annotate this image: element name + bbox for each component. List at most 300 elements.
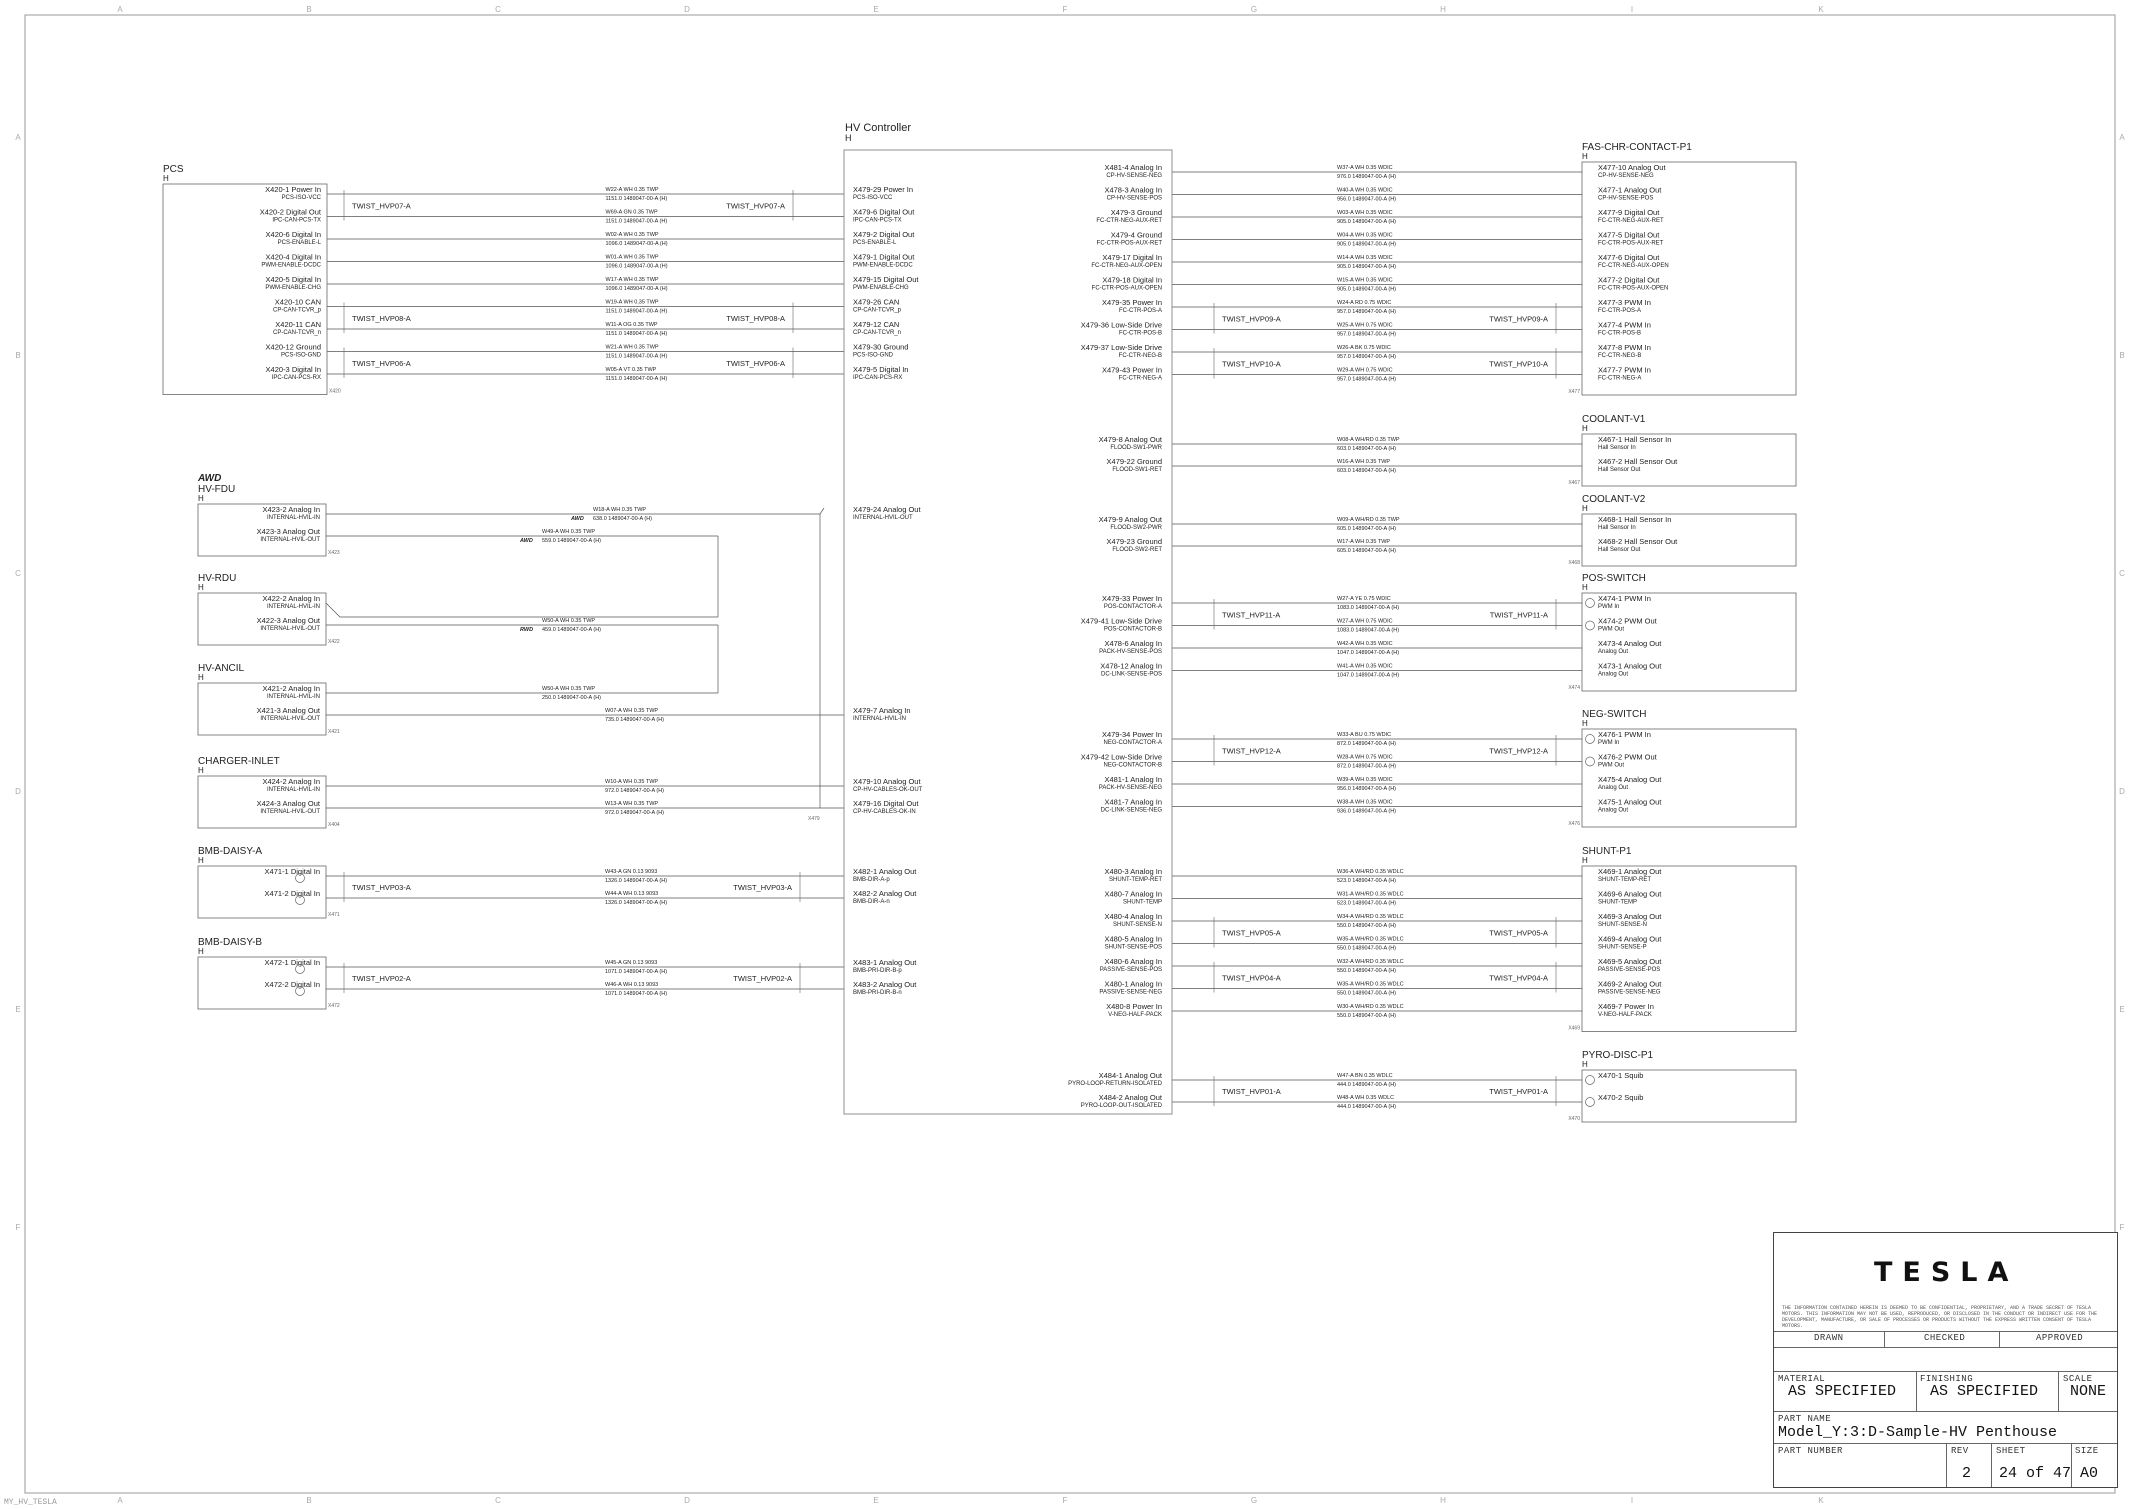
wire-part: 459.0 1489047-00-A (H) bbox=[542, 627, 602, 633]
wire-spec: W39-A WH 0.35 WDIC bbox=[1337, 777, 1393, 783]
twist-pair bbox=[1214, 303, 1556, 334]
signal-label: PWM-ENABLE-CHG bbox=[853, 285, 909, 291]
component-bmba bbox=[198, 846, 340, 918]
wire-label bbox=[1337, 596, 1399, 611]
pin-label: X477-4 PWM In bbox=[1598, 320, 1651, 330]
twist-label: TWIST_HVP09-A bbox=[1489, 314, 1548, 324]
pin-label: X420-6 Digital In bbox=[265, 230, 321, 239]
signal-label: CP-HV-SENSE-POS bbox=[1598, 195, 1654, 202]
pin-label: X472-1 Digital In bbox=[264, 958, 320, 967]
wire-label bbox=[605, 960, 667, 975]
signal-label: CP-HV-CABLES-OK-IN bbox=[853, 809, 916, 815]
wire-variant: RWD bbox=[520, 627, 534, 633]
zone-col-label: H bbox=[1440, 1496, 1446, 1505]
signal-label: PACK-HV-SENSE-POS bbox=[1099, 649, 1162, 655]
tesla-logo: TESLA bbox=[1874, 1257, 2019, 1288]
pin-label: X423-3 Analog Out bbox=[256, 527, 320, 536]
pin-label: X479-2 Digital Out bbox=[853, 230, 915, 239]
signal-label: CP-HV-SENSE-POS bbox=[1106, 195, 1162, 202]
signal-label: PCS-ISO-VCC bbox=[281, 195, 321, 201]
size-label: SIZE bbox=[2075, 1446, 2099, 1456]
wire-label bbox=[605, 708, 664, 723]
pin-label: X482-2 Analog Out bbox=[853, 889, 917, 898]
wire-label bbox=[570, 507, 652, 522]
wire-part: 905.0 1489047-00-A (H) bbox=[1337, 241, 1397, 248]
wire-spec: W47-A BN 0.35 WDLC bbox=[1337, 1073, 1393, 1079]
signal-label: PWM Out bbox=[1598, 762, 1625, 769]
signal-label: CP-HV-SENSE-NEG bbox=[1598, 173, 1654, 179]
pin-label: X479-4 Ground bbox=[1110, 230, 1162, 240]
signal-label: PWM-ENABLE-DCDC bbox=[261, 262, 321, 269]
signal-label: FC-CTR-POS-AUX-RET bbox=[1598, 240, 1664, 247]
signal-label: PCS-ENABLE-L bbox=[277, 240, 321, 246]
wire-spec: W50-A WH 0.35 TWP bbox=[542, 618, 596, 624]
wire-part: 559.0 1489047-00-A (H) bbox=[542, 538, 602, 544]
zone-col-label: C bbox=[495, 5, 501, 14]
wire-part: 1071.0 1489047-00-A (H) bbox=[605, 969, 668, 975]
wire-label bbox=[1337, 1073, 1396, 1088]
wire-label bbox=[606, 210, 668, 225]
wire-spec: W32-A WH/RD 0.35 WDLC bbox=[1337, 959, 1404, 965]
wire-part: 603.0 1489047-00-A (H) bbox=[1337, 468, 1397, 474]
component-chg bbox=[198, 756, 340, 828]
pin-label: X420-3 Digital In bbox=[265, 365, 321, 374]
wire-label bbox=[520, 618, 601, 633]
signal-label: PASSIVE-SENSE-NEG bbox=[1099, 989, 1162, 996]
wire-spec: W69-A GN 0.35 TWP bbox=[605, 209, 658, 216]
wire-part: 1096.0 1489047-00-A (H) bbox=[605, 263, 668, 270]
zone-col-label: D bbox=[684, 1496, 690, 1505]
zone-row-label: A bbox=[15, 133, 21, 142]
pin-label: X479-29 Power In bbox=[853, 185, 914, 194]
pin-label: X471-2 Digital In bbox=[264, 889, 320, 898]
pin-label: X479-17 Digital In bbox=[1102, 253, 1162, 262]
wire-spec: W17-A WH 0.35 TWP bbox=[1337, 539, 1391, 545]
component-title: BMB-DAISY-B bbox=[198, 937, 263, 948]
connector-id: X404 bbox=[328, 822, 340, 828]
wire-part: 976.0 1489047-00-A (H) bbox=[1337, 174, 1397, 180]
component-subtitle: H bbox=[1582, 583, 1588, 592]
wire-spec: W30-A WH/RD 0.35 WDLC bbox=[1337, 1004, 1404, 1010]
pin-label: X478-6 Analog In bbox=[1104, 639, 1162, 648]
wire-part: 444.0 1489047-00-A (H) bbox=[1337, 1104, 1397, 1110]
pin-label: X479-30 Ground bbox=[853, 342, 909, 352]
wire-part: 250.0 1489047-00-A (H) bbox=[542, 695, 602, 701]
signal-label: SHUNT-TEMP-RET bbox=[1109, 877, 1162, 883]
twist-label: TWIST_HVP08-A bbox=[726, 313, 785, 323]
zone-row-label: C bbox=[2119, 569, 2125, 578]
wire-spec: W50-A WH 0.35 TWP bbox=[542, 686, 596, 692]
wire-spec: W45-A GN 0.13 9093 bbox=[605, 960, 658, 966]
wire-part: 956.0 1489047-00-A (H) bbox=[1337, 196, 1397, 203]
wire-spec: W37-A WH 0.35 WDIC bbox=[1337, 165, 1393, 171]
signal-label: BMB-PRI-DIR-B-p bbox=[853, 968, 902, 974]
wire-label bbox=[605, 779, 664, 794]
pin-label: X479-43 Power In bbox=[1101, 365, 1162, 375]
signal-label: PASSIVE-SENSE-POS bbox=[1598, 967, 1661, 973]
pin-label: X481-4 Analog In bbox=[1104, 163, 1162, 172]
rev-value: 2 bbox=[1962, 1465, 1972, 1482]
pin-label: X479-1 Digital Out bbox=[853, 252, 915, 262]
wire-part: 1326.0 1489047-00-A (H) bbox=[605, 900, 668, 906]
pin-label: X470-1 Squib bbox=[1598, 1071, 1644, 1080]
wire-label bbox=[1337, 278, 1396, 293]
pin-label: X477-3 PWM In bbox=[1598, 298, 1651, 307]
wire-part: 603.0 1489047-00-A (H) bbox=[1337, 446, 1397, 452]
twist-pair bbox=[1214, 599, 1556, 630]
wire-hvil bbox=[326, 603, 718, 617]
wire-part: 1096.0 1489047-00-A (H) bbox=[605, 286, 668, 292]
signal-label: BMB-DIR-A-n bbox=[853, 899, 890, 905]
wire-spec: W04-A WH 0.35 WDIC bbox=[1337, 232, 1393, 239]
signal-label: FLOOD-SW2-RET bbox=[1112, 547, 1162, 553]
confidential-notice: THE INFORMATION CONTAINED HEREIN IS DEEMED TO BE CONFIDENTIAL, PROPRIETARY, AND A TRADE SECRET OF TESLA MOTORS. THIS INFORMATION MAY NOT BE USED, REPRODUCED, OR DISCLOSED IN THE CONDUCT OR INDIRECT USE FOR THE DEVELOPMENT, MANUFACTURE, OR SALE OF PROCESSES OR PRODUCTS WITHOUT THE EXPRESS WRITTEN CONSENT OF TESLA MOTORS. bbox=[1782, 1305, 2098, 1329]
wire-part: 1151.0 1489047-00-A (H) bbox=[605, 308, 668, 315]
zone-col-label: E bbox=[873, 1496, 879, 1505]
connector-id: X479 bbox=[808, 816, 820, 822]
component-shunt bbox=[1568, 846, 1796, 1032]
component-title: HV-RDU bbox=[198, 573, 237, 584]
pin-label: X480-1 Analog In bbox=[1104, 979, 1162, 989]
wire-part: 957.0 1489047-00-A (H) bbox=[1337, 376, 1397, 383]
zone-col-label: G bbox=[1250, 5, 1258, 14]
wire-part: 605.0 1489047-00-A (H) bbox=[1337, 548, 1397, 554]
zone-row-label: D bbox=[15, 787, 21, 796]
material-value: AS SPECIFIED bbox=[1788, 1383, 1897, 1400]
zone-row-label: E bbox=[15, 1005, 21, 1014]
signal-label: PACK-HV-SENSE-NEG bbox=[1098, 785, 1162, 791]
pin-label: X480-4 Analog In bbox=[1104, 912, 1162, 921]
pin-label: X477-6 Digital Out bbox=[1598, 253, 1660, 262]
wire-label bbox=[1337, 869, 1404, 884]
pin-label: X421-2 Analog In bbox=[262, 684, 320, 693]
pin-label: X479-37 Low-Side Drive bbox=[1080, 343, 1162, 352]
component-title: COOLANT-V2 bbox=[1582, 494, 1646, 505]
pin-label: X473-4 Analog Out bbox=[1598, 639, 1662, 648]
pin-label: X477-2 Digital Out bbox=[1598, 275, 1660, 285]
title-block bbox=[1773, 1232, 2118, 1488]
signal-label: PCS-ISO-VCC bbox=[853, 195, 893, 201]
connector-id: X420 bbox=[329, 388, 341, 395]
wire-label bbox=[606, 255, 668, 270]
pin-label: X420-12 Ground bbox=[265, 342, 321, 352]
pin-label: X477-8 PWM In bbox=[1598, 343, 1651, 352]
twist-label: TWIST_HVP11-A bbox=[1222, 610, 1281, 620]
signal-label: PCS-ISO-GND bbox=[853, 352, 894, 359]
wire-spec: W16-A WH 0.35 TWP bbox=[1337, 459, 1391, 465]
component-pyro bbox=[1568, 1050, 1796, 1122]
wire-label bbox=[605, 982, 667, 997]
wire-spec: W13-A WH 0.35 TWP bbox=[605, 801, 659, 807]
pin-label: X468-2 Hall Sensor Out bbox=[1598, 537, 1678, 546]
twist-label: TWIST_HVP02-A bbox=[733, 974, 792, 983]
pin-label: X469-5 Analog Out bbox=[1598, 957, 1662, 966]
pin-label: X479-22 Ground bbox=[1106, 457, 1162, 466]
wire-spec: W42-A WH 0.35 WDIC bbox=[1337, 641, 1393, 647]
connector-id: X468 bbox=[1568, 560, 1580, 566]
wire-label bbox=[1337, 619, 1399, 634]
signal-label: POS-CONTACTOR-B bbox=[1103, 626, 1162, 633]
wire-spec: W22-A WH 0.35 TWP bbox=[605, 187, 659, 193]
pin-label: X420-2 Digital Out bbox=[259, 207, 321, 217]
signal-label: FC-CTR-NEG-B bbox=[1118, 353, 1162, 359]
pin-label: X468-1 Hall Sensor In bbox=[1598, 515, 1672, 524]
pin-label: X420-4 Digital In bbox=[265, 252, 321, 262]
pin-label: X424-3 Analog Out bbox=[256, 799, 320, 808]
wire-label bbox=[606, 322, 668, 337]
wire-spec: W41-A WH 0.35 WDIC bbox=[1337, 663, 1393, 670]
twist-label: TWIST_HVP02-A bbox=[352, 974, 411, 983]
rev-label: REV bbox=[1951, 1446, 1969, 1456]
terminal-circle bbox=[1586, 599, 1595, 608]
twist-pair bbox=[1214, 735, 1556, 766]
pin-label: X479-9 Analog Out bbox=[1098, 515, 1162, 524]
wire-spec: W11-A OG 0.35 TWP bbox=[605, 322, 658, 328]
approved-label: APPROVED bbox=[2036, 1333, 2084, 1343]
scale-label: SCALE bbox=[2063, 1374, 2093, 1384]
pin-label: X471-1 Digital In bbox=[264, 867, 320, 876]
pin-label: X475-4 Analog Out bbox=[1598, 775, 1662, 784]
signal-label: SHUNT-TEMP bbox=[1598, 899, 1637, 906]
twist-pair bbox=[344, 872, 800, 902]
zone-col-label: K bbox=[1818, 5, 1824, 14]
wire-part: 1151.0 1489047-00-A (H) bbox=[605, 376, 668, 382]
twist-label: TWIST_HVP05-A bbox=[1489, 928, 1548, 938]
wire-label bbox=[1337, 345, 1396, 360]
signal-label: V-NEG-HALF-PACK bbox=[1598, 1012, 1652, 1018]
wire-label bbox=[1337, 165, 1396, 180]
connector-id: X469 bbox=[1568, 1025, 1580, 1032]
pin-label: X479-33 Power In bbox=[1101, 594, 1162, 603]
wire-spec: W28-A WH 0.75 WDIC bbox=[1337, 754, 1393, 761]
component-subtitle: H bbox=[198, 494, 204, 503]
twist-pair bbox=[344, 963, 800, 993]
twist-label: TWIST_HVP04-A bbox=[1222, 973, 1281, 983]
twist-pair bbox=[1214, 917, 1556, 948]
terminal-circle bbox=[1586, 735, 1595, 744]
twist-label: TWIST_HVP01-A bbox=[1489, 1087, 1548, 1096]
wire-spec: W44-A WH 0.13 9093 bbox=[605, 891, 659, 897]
wire-label bbox=[542, 686, 601, 701]
signal-label: SHUNT-SENSE-POS bbox=[1104, 944, 1162, 951]
wire-part: 905.0 1489047-00-A (H) bbox=[1337, 264, 1397, 270]
wire-part: 905.0 1489047-00-A (H) bbox=[1337, 286, 1397, 293]
pin-label: X480-6 Analog In bbox=[1104, 957, 1162, 966]
wire-label bbox=[1337, 368, 1396, 383]
wire-label bbox=[1337, 1004, 1404, 1019]
scale-value: NONE bbox=[2070, 1383, 2107, 1400]
finishing-value: AS SPECIFIED bbox=[1930, 1383, 2039, 1400]
zone-col-label: A bbox=[117, 1496, 123, 1505]
wire-part: 1096.0 1489047-00-A (H) bbox=[605, 241, 668, 247]
signal-label: FC-CTR-NEG-AUX-RET bbox=[1096, 218, 1162, 224]
signal-label: INTERNAL-HVIL-IN bbox=[266, 515, 320, 521]
wire-label bbox=[606, 345, 668, 360]
twist-pair bbox=[344, 190, 793, 221]
pin-label: X481-1 Analog In bbox=[1104, 775, 1162, 784]
wire-spec: W49-A WH 0.35 TWP bbox=[542, 529, 596, 535]
wire-spec: W03-A WH 0.35 WDIC bbox=[1337, 210, 1393, 216]
signal-label: INTERNAL-HVIL-OUT bbox=[260, 626, 320, 632]
wire-label bbox=[606, 232, 668, 247]
signal-label: CP-CAN-TCVR_n bbox=[272, 330, 321, 336]
variant-label: AWD bbox=[198, 473, 222, 484]
pin-label: X469-6 Analog Out bbox=[1598, 889, 1662, 899]
pin-label: X422-3 Analog Out bbox=[256, 616, 320, 625]
signal-label: INTERNAL-HVIL-IN bbox=[853, 716, 907, 722]
signal-label: INTERNAL-HVIL-IN bbox=[266, 787, 320, 793]
wire-spec: W29-A WH 0.75 WDIC bbox=[1337, 367, 1393, 374]
twist-pair bbox=[344, 348, 793, 379]
wire-hvil bbox=[820, 508, 824, 514]
pin-label: X479-6 Digital Out bbox=[853, 207, 915, 217]
wire-part: 550.0 1489047-00-A (H) bbox=[1337, 945, 1397, 952]
signal-label: FC-CTR-NEG-AUX-RET bbox=[1598, 218, 1664, 224]
zone-col-label: I bbox=[1630, 5, 1634, 14]
zone-row-label: D bbox=[2119, 787, 2125, 796]
signal-label: PWM In bbox=[1598, 740, 1620, 746]
connector-id: X470 bbox=[1568, 1116, 1580, 1122]
pin-label: X469-2 Analog Out bbox=[1598, 979, 1662, 989]
twist-label: TWIST_HVP10-A bbox=[1489, 359, 1548, 369]
pin-label: X467-1 Hall Sensor In bbox=[1598, 435, 1672, 444]
signal-label: FC-CTR-POS-AUX-OPEN bbox=[1598, 285, 1669, 292]
drawn-label: DRAWN bbox=[1814, 1333, 1844, 1343]
component-hv-controller bbox=[808, 122, 1172, 1114]
wire-part: 957.0 1489047-00-A (H) bbox=[1337, 309, 1397, 315]
twist-label: TWIST_HVP01-A bbox=[1222, 1087, 1281, 1096]
signal-label: FC-CTR-POS-A bbox=[1598, 308, 1641, 314]
pin-label: X479-12 CAN bbox=[853, 320, 900, 329]
signal-label: PYRO-LOOP-RETURN-ISOLATED bbox=[1068, 1081, 1162, 1087]
pin-label: X479-34 Power In bbox=[1101, 730, 1162, 739]
signal-label: PWM-ENABLE-CHG bbox=[265, 285, 321, 291]
signal-label: IPC-CAN-PCS-TX bbox=[272, 217, 321, 224]
zone-col-label: E bbox=[873, 5, 879, 14]
twist-label: TWIST_HVP03-A bbox=[733, 883, 792, 892]
terminal-circle bbox=[1586, 1076, 1595, 1085]
twist-label: TWIST_HVP03-A bbox=[352, 883, 411, 892]
component-subtitle: H bbox=[198, 856, 204, 865]
component-subtitle: H bbox=[198, 947, 204, 956]
wire-part: 1083.0 1489047-00-A (H) bbox=[1337, 627, 1400, 634]
pin-label: X479-10 Analog Out bbox=[853, 777, 921, 786]
component-subtitle: H bbox=[1582, 1060, 1588, 1069]
wire-part: 1047.0 1489047-00-A (H) bbox=[1337, 650, 1400, 656]
pin-label: X422-2 Analog In bbox=[262, 594, 320, 603]
twist-label: TWIST_HVP06-A bbox=[352, 358, 411, 368]
wire-label bbox=[1337, 539, 1396, 554]
pin-label: X479-5 Digital In bbox=[853, 365, 909, 374]
wire-part: 905.0 1489047-00-A (H) bbox=[1337, 219, 1397, 225]
wire-part: 956.0 1489047-00-A (H) bbox=[1337, 786, 1397, 792]
twist-label: TWIST_HVP12-A bbox=[1222, 746, 1281, 756]
signal-label: INTERNAL-HVIL-OUT bbox=[260, 809, 320, 815]
component-subtitle: H bbox=[1582, 152, 1588, 161]
signal-label: Analog Out bbox=[1598, 785, 1629, 791]
zone-col-label: A bbox=[117, 5, 123, 14]
signal-label: INTERNAL-HVIL-OUT bbox=[260, 537, 320, 543]
wire-variant: AWD bbox=[520, 538, 533, 544]
signal-label: SHUNT-SENSE-N bbox=[1598, 922, 1648, 928]
pin-label: X476-2 PWM Out bbox=[1598, 752, 1657, 762]
wire-spec: W07-A WH 0.35 TWP bbox=[605, 708, 659, 714]
wire-spec: W19-A WH 0.35 TWP bbox=[605, 299, 659, 306]
twist-pair bbox=[344, 303, 793, 334]
wire-part: 1151.0 1489047-00-A (H) bbox=[605, 196, 668, 202]
component-subtitle: H bbox=[1582, 856, 1588, 865]
wire-layer bbox=[326, 165, 1582, 1110]
pin-label: X479-8 Analog Out bbox=[1098, 435, 1162, 444]
signal-label: Hall Sensor In bbox=[1598, 525, 1636, 531]
signal-label: FC-CTR-NEG-A bbox=[1118, 375, 1162, 382]
component-pos bbox=[1568, 573, 1796, 691]
signal-label: POS-CONTACTOR-A bbox=[1103, 604, 1162, 610]
wire-spec: W08-A WH/RD 0.35 TWP bbox=[1337, 437, 1400, 443]
zone-col-label: F bbox=[1062, 1496, 1068, 1505]
wire-part: 972.0 1489047-00-A (H) bbox=[605, 810, 665, 816]
signal-label: FC-CTR-POS-B bbox=[1598, 330, 1641, 337]
wire-spec: W36-A WH/RD 0.35 WDLC bbox=[1337, 869, 1404, 875]
connector-id: X422 bbox=[328, 639, 340, 645]
twist-pair bbox=[1214, 962, 1556, 993]
signal-label: SHUNT-TEMP-RET bbox=[1598, 877, 1651, 883]
signal-label: PYRO-LOOP-OUT-ISOLATED bbox=[1080, 1103, 1162, 1109]
sheet-value: 24 of 47 bbox=[1999, 1465, 2072, 1482]
signal-label: FC-CTR-POS-A bbox=[1119, 308, 1162, 314]
wire-part: 1151.0 1489047-00-A (H) bbox=[605, 218, 668, 225]
wire-part: 1151.0 1489047-00-A (H) bbox=[605, 353, 668, 360]
twist-label: TWIST_HVP11-A bbox=[1489, 610, 1548, 620]
signal-label: NEG-CONTACTOR-B bbox=[1103, 762, 1162, 769]
wire-part: 1071.0 1489047-00-A (H) bbox=[605, 991, 668, 997]
signal-label: CP-HV-CABLES-OK-OUT bbox=[853, 787, 923, 793]
pin-label: X480-7 Analog In bbox=[1104, 889, 1162, 899]
wire-part: 872.0 1489047-00-A (H) bbox=[1337, 763, 1397, 770]
wire-label bbox=[1337, 755, 1396, 770]
wire-label bbox=[606, 187, 668, 202]
wire-label bbox=[1337, 641, 1399, 656]
wire-spec: W24-A RD 0.75 WDIC bbox=[1337, 300, 1392, 306]
zone-col-label: B bbox=[306, 5, 312, 14]
component-title: HV-FDU bbox=[198, 484, 236, 495]
component-title: PYRO-DISC-P1 bbox=[1582, 1050, 1654, 1061]
connector-id: X467 bbox=[1568, 480, 1580, 486]
part-name-value: Model_Y:3:D-Sample-HV Penthouse bbox=[1778, 1424, 2058, 1441]
signal-label: INTERNAL-HVIL-IN bbox=[266, 694, 320, 700]
checked-label: CHECKED bbox=[1924, 1333, 1966, 1343]
signal-label: FLOOD-SW1-RET bbox=[1112, 467, 1162, 473]
wire-part: 972.0 1489047-00-A (H) bbox=[605, 788, 665, 794]
wire-spec: W26-A BK 0.75 WDIC bbox=[1337, 345, 1391, 351]
signal-label: FLOOD-SW1-PWR bbox=[1110, 445, 1162, 451]
pin-label: X480-8 Power In bbox=[1106, 1002, 1162, 1011]
component-title: SHUNT-P1 bbox=[1582, 846, 1632, 857]
wire-spec: W05-A VT 0.35 TWP bbox=[605, 367, 657, 373]
signal-label: PCS-ENABLE-L bbox=[853, 240, 897, 246]
wire-part: 550.0 1489047-00-A (H) bbox=[1337, 1013, 1397, 1019]
wire-label bbox=[1337, 892, 1404, 907]
pin-label: X479-24 Analog Out bbox=[853, 505, 921, 514]
wire-part: 444.0 1489047-00-A (H) bbox=[1337, 1082, 1397, 1088]
component-title: FAS-CHR-CONTACT-P1 bbox=[1582, 142, 1692, 153]
wire-part: 638.0 1489047-00-A (H) bbox=[593, 516, 653, 522]
zone-col-label: F bbox=[1062, 5, 1068, 14]
signal-label: FC-CTR-POS-AUX-OPEN bbox=[1091, 285, 1162, 292]
twist-label: TWIST_HVP12-A bbox=[1489, 746, 1548, 756]
connector-id: X476 bbox=[1568, 821, 1580, 827]
component-subtitle: H bbox=[845, 133, 852, 143]
